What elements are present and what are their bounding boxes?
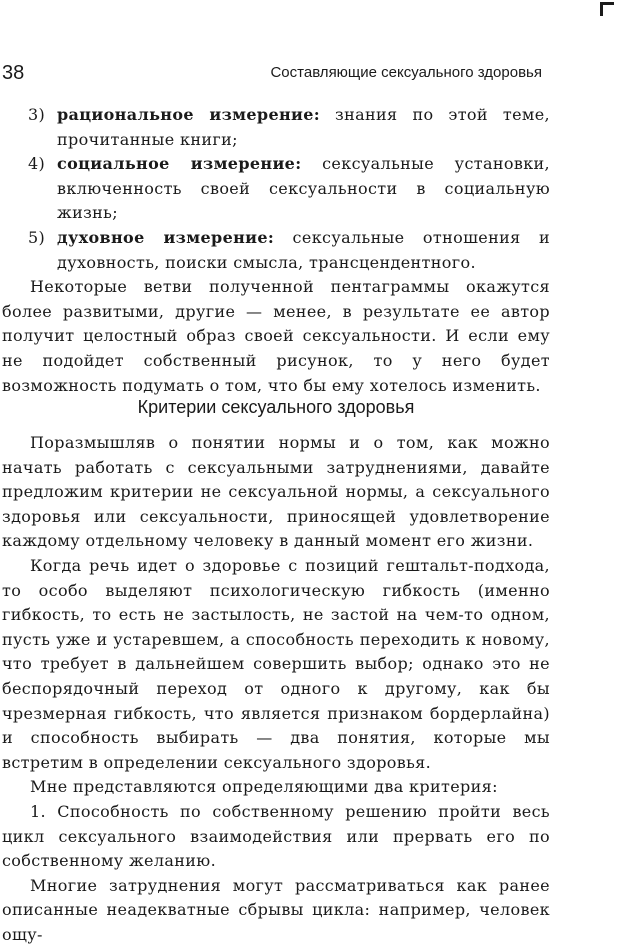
page-number: 38 <box>2 62 25 84</box>
section-heading: Критерии сексуального здоровья <box>137 397 415 417</box>
list-item-number: 5) <box>28 227 46 247</box>
body-paragraph: Мне представляются определяющими два критерия: <box>30 777 498 797</box>
list-item-term: социальное измерение: <box>57 154 302 174</box>
list-item-text: сексуальные установки, включенность своей сексуальности в социальную жизнь; <box>57 154 550 223</box>
body-paragraph: Некоторые ветви полученной пентаграммы окажутся более развитыми, другие — менее, в результате ее автор получит целостный образ своей сексуальности. И если ему не подойдет собственный рисунок, то у него будет возможность подумать о том, что бы ему хотелось изменить. <box>2 277 550 395</box>
list-item <box>2 226 550 275</box>
list-item <box>2 152 550 226</box>
body-paragraph: Многие затруднения могут рассматриваться как ранее описанные неадекватные сбрывы цикла: например, человек ощу- <box>2 875 550 944</box>
list-item-number: 3) <box>28 105 46 124</box>
body-paragraph: 1. Способность по собственному решению пройти весь цикл сексуального взаимодействия или прервать его по собственному желанию. <box>2 801 550 871</box>
text-block-top <box>2 103 550 398</box>
list-item-term: духовное измерение: <box>57 227 275 247</box>
crop-mark <box>600 2 614 16</box>
list-item-number: 4) <box>28 154 46 174</box>
text-block-bottom <box>2 431 550 947</box>
running-title: Составляющие сексуального здоровья <box>270 64 542 81</box>
list-item <box>2 103 550 152</box>
list-item-text: сексуальные отношения и духовность, поиски смысла, трансцендентного. <box>57 227 550 272</box>
list-item-term: рациональное измерение: <box>57 105 321 124</box>
body-paragraph: Поразмышляв о понятии нормы и о том, как можно начать работать с сексуальными затруднениями, давайте предложим критерии не сексуальной нормы, а сексуального здоровья или сексуальности, приносящей удовлетворение каждому отдельному человеку в данный момент его жизни. <box>2 433 550 551</box>
list-item-text: знания по этой теме, прочитанные книги; <box>57 105 550 149</box>
body-paragraph: Когда речь идет о здоровье с позиций гештальт-подхода, то особо выделяют психологическую гибкость (именно гибкость, то есть не застылость, не застой на чем-то одном, пусть уже и устаревшем, а способность переходить к новому, что требует в дальнейшем совершить выбор; однако это не беспорядочный переход от одного к другому, как бы чрезмерная гибкость, что является признаком бордерлайна) и способность выбирать — два понятия, которые мы встретим в определении сексуального здоровья. <box>2 555 550 772</box>
